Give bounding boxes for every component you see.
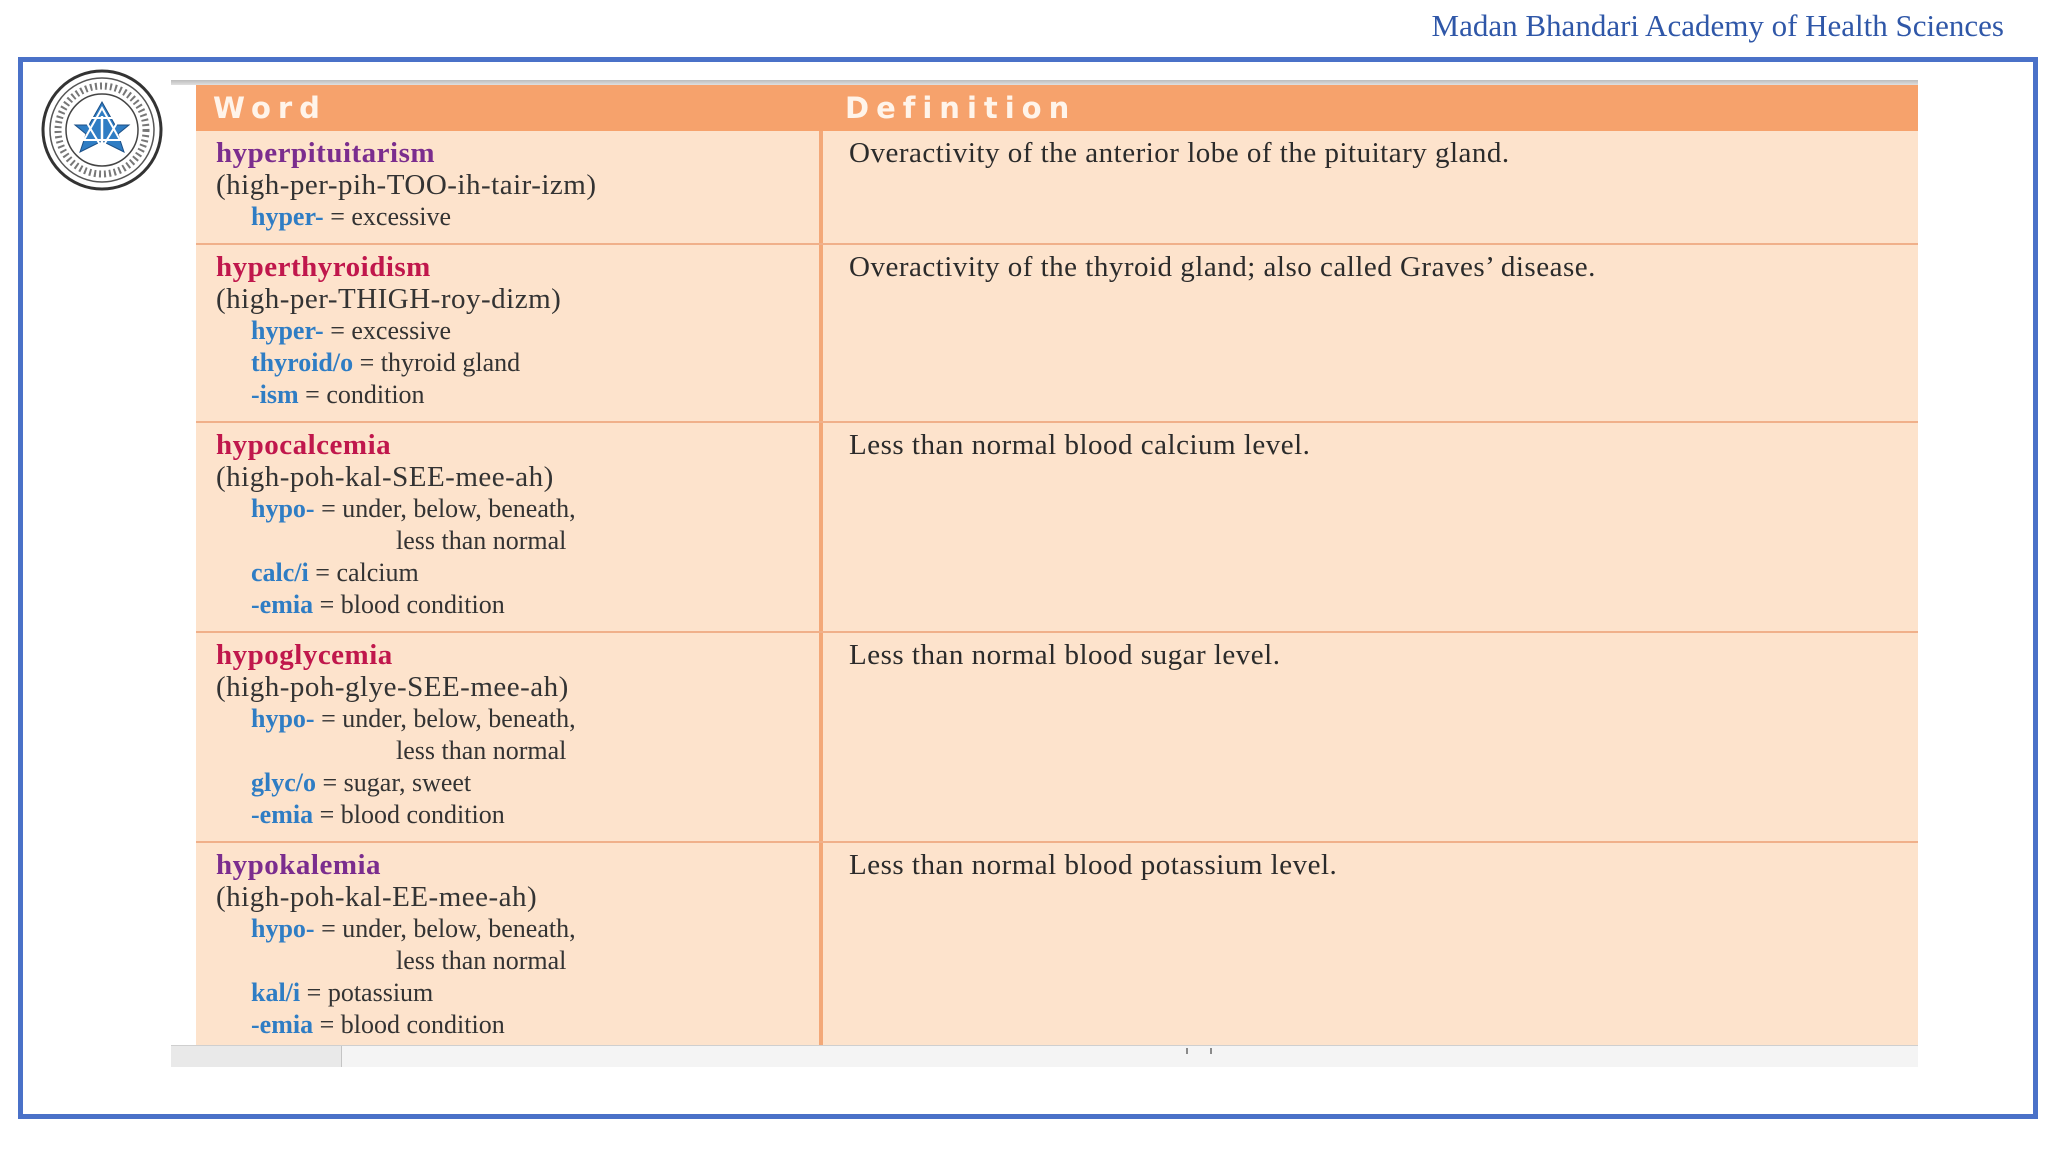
affix-meaning: under, below, beneath, (342, 494, 576, 523)
pronunciation: (high-poh-kal-EE-mee-ah) (216, 881, 538, 913)
affix-meaning: potassium (327, 978, 434, 1007)
affix-meaning: condition (326, 380, 425, 409)
word-part: thyroid/o = thyroid gland (251, 348, 521, 377)
affix-meaning: calcium (336, 558, 419, 587)
affix-meaning: sugar, sweet (343, 768, 472, 797)
word-part: hypo- = under, below, beneath, less than normal (216, 703, 822, 767)
word-part: -emia = blood condition (251, 1010, 505, 1039)
word-cell (196, 633, 822, 831)
affix-meaning: blood condition (340, 800, 505, 829)
affix: kal/i (251, 978, 301, 1007)
affix-meaning: blood condition (340, 590, 505, 619)
header-word: Word (213, 91, 327, 125)
definition-cell: Less than normal blood sugar level. (849, 639, 1281, 671)
affix: hypo- (251, 914, 315, 943)
definition-cell: Overactivity of the thyroid gland; also called Graves’ disease. (849, 251, 1596, 283)
affix-meaning-continued: less than normal (396, 946, 567, 975)
word-part: glyc/o = sugar, sweet (251, 768, 472, 797)
affix: hyper- (251, 316, 324, 345)
pronunciation: (high-poh-glye-SEE-mee-ah) (216, 671, 569, 703)
affix: thyroid/o (251, 348, 354, 377)
affix-meaning-continued: less than normal (396, 526, 567, 555)
affix: -ism (251, 380, 299, 409)
table-row (196, 245, 1918, 423)
table-header (196, 85, 1918, 131)
pronunciation: (high-per-THIGH-roy-dizm) (216, 283, 562, 315)
affix: hypo- (251, 704, 315, 733)
affix: hyper- (251, 202, 324, 231)
affix-meaning: excessive (351, 202, 451, 231)
word-part: -emia = blood condition (251, 590, 505, 619)
affix: hypo- (251, 494, 315, 523)
word-part: hyper- = excessive (251, 202, 451, 231)
pronunciation: (high-per-pih-TOO-ih-tair-izm) (216, 169, 597, 201)
sheet-tab[interactable] (171, 1046, 342, 1067)
word-part: kal/i = potassium (251, 978, 434, 1007)
definition-cell: Overactivity of the anterior lobe of the pituitary gland. (849, 137, 1510, 169)
affix-meaning: blood condition (340, 1010, 505, 1039)
scrollbar-grip-icon[interactable] (1186, 1048, 1212, 1054)
definition-cell: Less than normal blood calcium level. (849, 429, 1311, 461)
institution-name: Madan Bhandari Academy of Health Sciences (1431, 8, 2004, 43)
term: hypokalemia (216, 849, 382, 881)
affix-meaning: thyroid gland (380, 348, 521, 377)
word-part: -emia = blood condition (251, 800, 505, 829)
table-row (196, 843, 1918, 1045)
affix: glyc/o (251, 768, 316, 797)
affix: calc/i (251, 558, 309, 587)
word-part: -ism = condition (251, 380, 425, 409)
definition-cell: Less than normal blood potassium level. (849, 849, 1338, 881)
terminology-table (171, 80, 1918, 1066)
affix-meaning: under, below, beneath, (342, 704, 576, 733)
word-cell (196, 843, 822, 1041)
word-cell (196, 423, 822, 621)
term: hypocalcemia (216, 429, 392, 461)
affix: -emia (251, 800, 314, 829)
affix: -emia (251, 590, 314, 619)
header-definition: Definition (845, 91, 1077, 125)
academy-logo (40, 68, 164, 192)
table-row (196, 131, 1918, 245)
affix: -emia (251, 1010, 314, 1039)
term: hyperpituitarism (216, 137, 436, 169)
horizontal-scrollbar[interactable] (171, 1045, 1918, 1067)
table-body (196, 131, 1918, 1045)
table-row (196, 633, 1918, 843)
affix-meaning-continued: less than normal (396, 736, 567, 765)
table-gutter (171, 85, 196, 1066)
word-part: hyper- = excessive (251, 316, 451, 345)
word-part: hypo- = under, below, beneath, less than normal (216, 913, 822, 977)
term: hyperthyroidism (216, 251, 431, 283)
term: hypoglycemia (216, 639, 393, 671)
affix-meaning: under, below, beneath, (342, 914, 576, 943)
word-cell (196, 131, 822, 233)
pronunciation: (high-poh-kal-SEE-mee-ah) (216, 461, 554, 493)
word-part: hypo- = under, below, beneath, less than normal (216, 493, 822, 557)
affix-meaning: excessive (351, 316, 451, 345)
word-cell (196, 245, 822, 411)
table-row (196, 423, 1918, 633)
word-part: calc/i = calcium (251, 558, 419, 587)
